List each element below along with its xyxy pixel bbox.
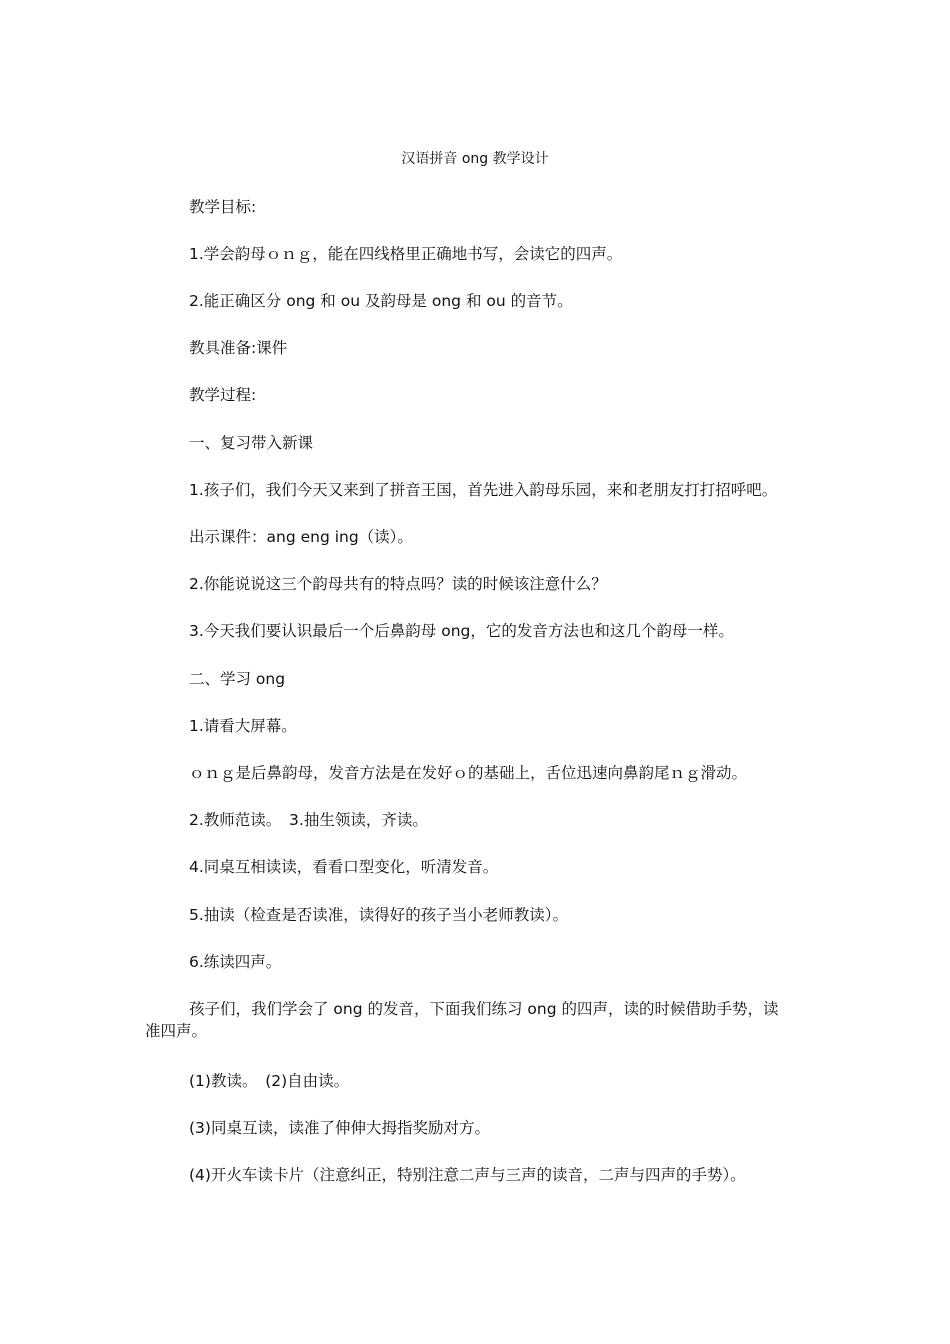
paragraph-objective-2: 2.能正确区分 ong 和 ou 及韵母是 ong 和 ou 的音节。 [189, 292, 573, 310]
paragraph-objective-1: 1.学会韵母ｏｎｇ，能在四线格里正确地书写，会读它的四声。 [189, 245, 623, 263]
paragraph-learn-1: 1.请看大屏幕。 [189, 717, 297, 735]
paragraph-step-3: (3)同桌互读，读准了伸伸大拇指奖励对方。 [189, 1119, 490, 1137]
paragraph-learn-6: 6.练读四声。 [189, 953, 282, 971]
section-heading-objectives: 教学目标: [189, 198, 257, 216]
paragraph-learn-2-3: 2.教师范读。 3.抽生领读，齐读。 [189, 811, 428, 829]
paragraph-step-4: (4)开火车读卡片（注意纠正，特别注意二声与三声的读音，二声与四声的手势）。 [189, 1166, 746, 1184]
paragraph-four-tones-line-1: 孩子们，我们学会了 ong 的发音，下面我们练习 ong 的四声，读的时候借助手势，读 [189, 1000, 779, 1018]
paragraph-learn-4: 4.同桌互相读读，看看口型变化，听清发音。 [189, 858, 499, 876]
paragraph-four-tones [145, 998, 820, 1042]
section-heading-process: 教学过程: [189, 386, 257, 404]
paragraph-materials: 教具准备:课件 [189, 339, 288, 357]
section-heading-learn-ong: 二、学习 ong [189, 670, 286, 688]
paragraph-learn-5: 5.抽读（检查是否读准，读得好的孩子当小老师教读）。 [189, 906, 569, 924]
paragraph-show-slides: 出示课件：ang eng ing（读）。 [189, 528, 413, 546]
paragraph-step-1-2: (1)教读。 (2)自由读。 [189, 1072, 350, 1090]
paragraph-review-2: 2.你能说说这三个韵母共有的特点吗？读的时候该注意什么？ [189, 575, 607, 593]
paragraph-ong-explanation: ｏｎｇ是后鼻韵母，发音方法是在发好ｏ的基础上，舌位迅速向鼻韵尾ｎｇ滑动。 [189, 764, 748, 782]
paragraph-review-3: 3.今天我们要认识最后一个后鼻韵母 ong，它的发音方法也和这几个韵母一样。 [189, 622, 734, 640]
paragraph-four-tones-line-2: 准四声。 [145, 1022, 208, 1040]
document-title: 汉语拼音 ong 教学设计 [401, 151, 549, 167]
paragraph-review-1: 1.孩子们，我们今天又来到了拼音王国，首先进入韵母乐园，来和老朋友打打招呼吧。 [189, 481, 778, 499]
section-heading-review: 一、复习带入新课 [189, 434, 314, 452]
